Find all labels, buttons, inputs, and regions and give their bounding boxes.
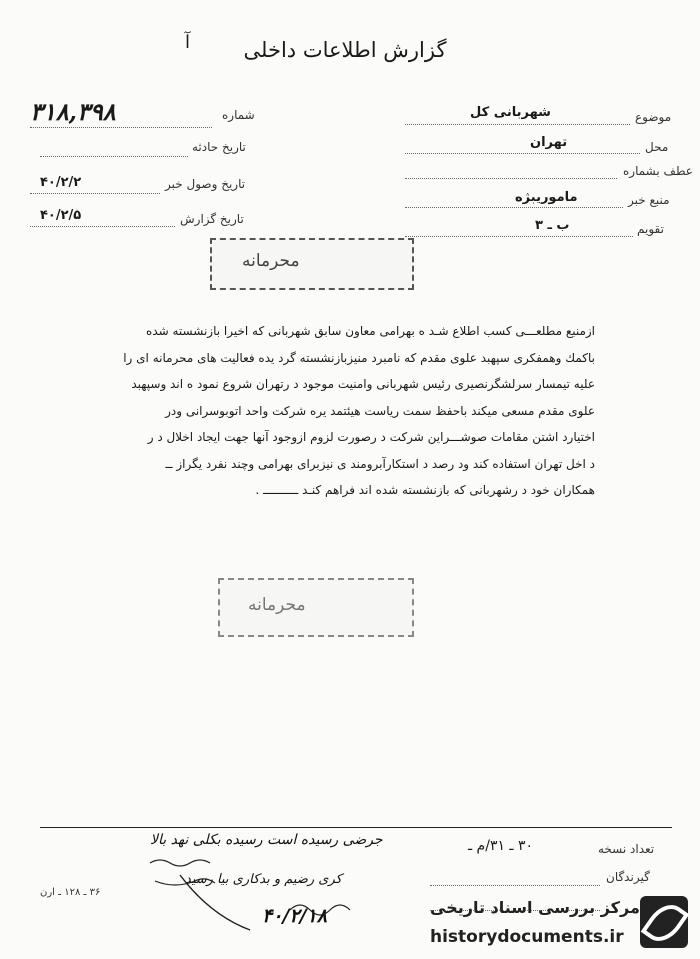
corner-mark: آ (185, 32, 191, 53)
footer-divider (40, 827, 672, 828)
copies-label: تعداد نسخه (598, 842, 655, 856)
receipt-date-label: تاریخ وصول خبر (165, 177, 246, 191)
watermark-url: historydocuments.ir (430, 927, 624, 947)
report-date-label: تاریخ گزارش (180, 212, 244, 226)
receipt-date-value: ۴۰/۲/۲ (40, 175, 82, 190)
recipients-label: گیرندگان (606, 870, 650, 884)
watermark-logo-icon (640, 896, 688, 948)
classification-stamp-bottom (218, 578, 414, 637)
stamp-top-text: محرمانه (242, 251, 300, 271)
source-label: منبع خبر (628, 193, 670, 207)
classification-stamp-top (210, 238, 414, 290)
body-line: د اخل تهران استفاده کند ود رصد د استکارآبرومند ی نیزبرای بهرامی وچند نفرد یگراز ــ (165, 456, 595, 471)
body-line: علوی مقدم مسعی میکند باحفظ سمت ریاست هیئتمد یره شرکت واحد اتوبوسرانی ودر (165, 403, 595, 418)
location-value: تهران (530, 135, 568, 150)
reference-label: عطف بشماره (623, 164, 693, 178)
handwritten-note-1: جرضی رسیده است رسیده بکلی نهد بالا (150, 832, 383, 848)
document-title: گزارش اطلاعات داخلی (243, 38, 447, 62)
evaluation-label: تقویم (637, 222, 664, 236)
handwritten-note-2: کری رضیم و بدکاری بیا رسید (185, 872, 342, 887)
body-line: باکمك وهمفکری سپهبد علوی مقدم که نامبرد منیزبازنشسته گرد یده فعالیت های محرمانه ای را (123, 350, 595, 365)
body-line: اختیارد اشتن مقامات صوشـــراین شرکت د رصورت لزوم ازوجود آنها جهت ایجاد اخلال د ر (147, 430, 595, 444)
stamp-bottom-text: محرمانه (248, 595, 306, 615)
copies-value: ۳۰ ـ ۳۱/م ـ (468, 838, 534, 854)
evaluation-value: ب ـ ۳ (535, 218, 570, 233)
location-label: محل (645, 140, 669, 154)
watermark-title: مرکز بررسی اسناد تاریخی (430, 898, 640, 917)
body-line: علیه تیمسار سرلشگرنصیری رئیس شهربانی وامنیت موجود د رتهران شروع نمود ه اند وسپهبد (131, 377, 595, 391)
number-value: ۳۱۸,۳۹۸ (30, 97, 116, 126)
handwriting-scribble (140, 855, 400, 935)
subject-label: موضوع (635, 110, 672, 124)
incident-date-label: تاریخ حادثه (192, 140, 246, 154)
number-label: شماره (222, 108, 255, 122)
body-line: ازمنبع مطلعـــی کسب اطلاع شـد ه بهرامی معاون سابق شهربانی که اخیرا بازنشسته شده (146, 324, 595, 338)
source-value: ماموریبژه (515, 190, 578, 205)
subject-value: شهربانی کل (470, 105, 551, 120)
report-body (35, 318, 595, 504)
form-code: ۳۶ ـ ۱۲۸ ـ ارن (40, 887, 101, 898)
report-date-value: ۴۰/۲/۵ (40, 208, 82, 223)
body-line: همکاران خود د رشهربانی که بازنشسته شده اند فراهم کنـد ــــــــــ . (255, 483, 595, 497)
handwritten-date: ۴۰/۲/۱۸ (262, 905, 327, 927)
